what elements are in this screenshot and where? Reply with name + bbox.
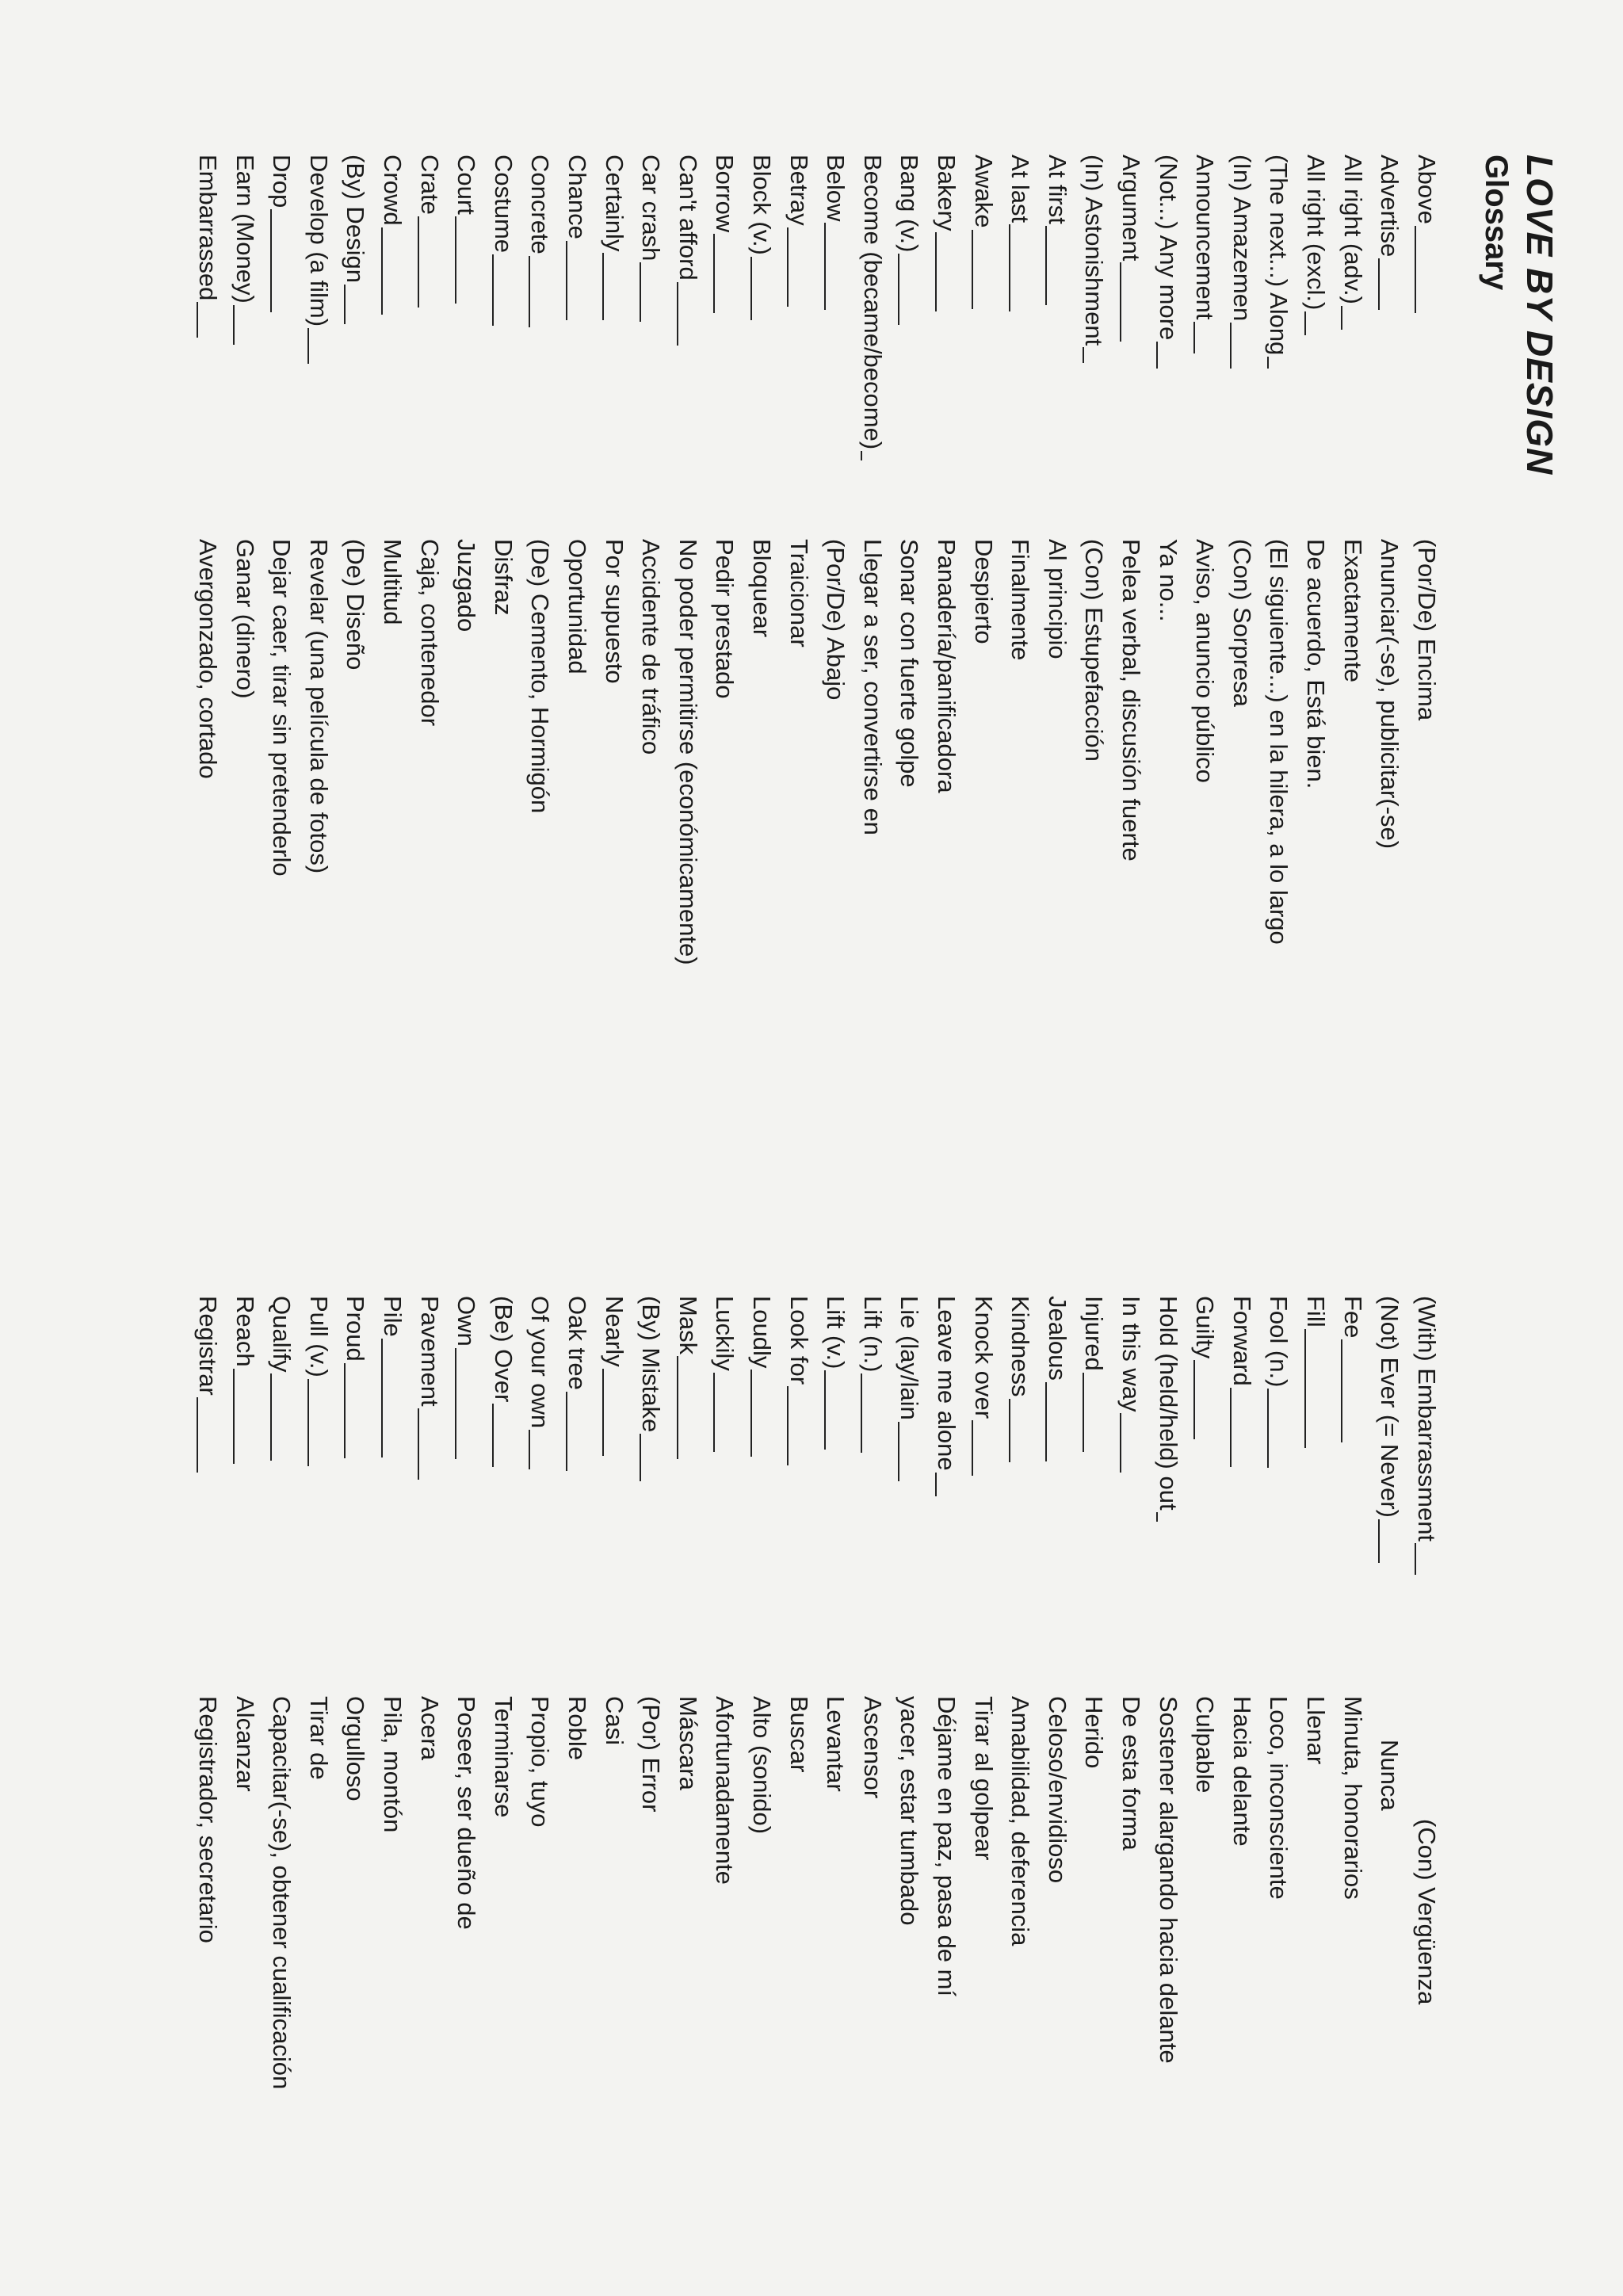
glossary-definition: Culpable xyxy=(1191,1696,1220,1794)
glossary-entry xyxy=(559,155,596,1264)
glossary-term: Injured xyxy=(1080,1296,1109,1371)
glossary-entry xyxy=(595,155,632,1264)
glossary-term: Car crash xyxy=(637,155,666,262)
glossary-entry xyxy=(374,155,411,1264)
glossary-definition: Alcanzar xyxy=(231,1696,259,1792)
glossary-definition: Casi xyxy=(600,1696,628,1746)
answer-blank-line xyxy=(197,1397,198,1473)
glossary-definition: Traicionar xyxy=(785,539,813,648)
glossary-term: Loudly xyxy=(748,1296,777,1369)
glossary-entry xyxy=(448,155,485,1264)
glossary-definition: Buscar xyxy=(785,1696,813,1773)
glossary-entry xyxy=(448,1296,485,2247)
glossary-entry xyxy=(780,1296,817,2247)
glossary-entry xyxy=(964,1296,1002,2247)
glossary-entry xyxy=(891,1296,928,2247)
glossary-term: (Be) Over xyxy=(489,1296,517,1403)
glossary-entry xyxy=(1407,1296,1445,2247)
glossary-definition: (Con) Vergüenza xyxy=(1412,1819,1441,2005)
glossary-definition: Dejar caer, tirar sin pretenderlo xyxy=(268,539,296,877)
glossary-definition: (De) Diseño xyxy=(342,539,370,670)
glossary-term: Announcement xyxy=(1191,155,1220,320)
answer-blank-line xyxy=(1304,311,1306,335)
glossary-term: Oak tree xyxy=(563,1296,592,1390)
glossary-entry xyxy=(411,155,448,1264)
glossary-entry xyxy=(1371,155,1408,1264)
glossary-entry xyxy=(817,155,854,1264)
glossary-term: Reach xyxy=(231,1296,259,1367)
glossary-entry xyxy=(263,1296,300,2247)
glossary-definition: Roble xyxy=(563,1696,592,1760)
answer-blank-line xyxy=(935,232,937,311)
glossary-term: Lift (n.) xyxy=(858,1296,887,1373)
glossary-definition: (Con) Estupefacción xyxy=(1080,539,1109,762)
answer-blank-line xyxy=(381,227,383,315)
glossary-entry xyxy=(1113,1296,1150,2247)
glossary-entry xyxy=(1075,1296,1113,2247)
glossary-definition: Herido xyxy=(1080,1696,1109,1769)
glossary-definition: Panadería/panificadora xyxy=(932,539,960,793)
glossary-definition: Juzgado xyxy=(453,539,481,632)
glossary-definition: Registrador, secretario xyxy=(194,1696,223,1943)
glossary-term: Drop xyxy=(268,155,296,208)
glossary-definition: Por supuesto xyxy=(600,539,628,684)
answer-blank-line xyxy=(787,1386,789,1465)
answer-blank-line xyxy=(1045,1382,1047,1461)
glossary-term: At last xyxy=(1006,155,1035,223)
glossary-entry xyxy=(1038,155,1075,1264)
glossary-entry xyxy=(1260,155,1297,1264)
glossary-term: Develop (a film) xyxy=(304,155,333,327)
glossary-entry xyxy=(706,1296,743,2247)
glossary-term: Fool (n.) xyxy=(1265,1296,1293,1388)
glossary-definition: Llegar a ser, convertirse en xyxy=(858,539,887,835)
glossary-definition: (Por/De) Abajo xyxy=(822,539,850,701)
glossary-entry xyxy=(300,155,338,1264)
glossary-term: Of your own xyxy=(526,1296,555,1429)
answer-blank-line xyxy=(1009,1399,1010,1462)
answer-blank-line xyxy=(824,223,826,310)
answer-blank-line xyxy=(861,451,863,460)
glossary-definition: Disfraz xyxy=(489,539,517,616)
glossary-term: Pull (v.) xyxy=(304,1296,333,1377)
glossary-definition: Finalmente xyxy=(1006,539,1035,661)
answer-blank-line xyxy=(972,230,973,309)
answer-blank-line xyxy=(602,1369,604,1456)
glossary-definition: Caja, contenedor xyxy=(415,539,444,727)
answer-blank-line xyxy=(455,216,456,304)
glossary-term: Registrar xyxy=(194,1296,223,1396)
glossary-definition: Celoso/envidioso xyxy=(1043,1696,1071,1884)
glossary-definition: Al principio xyxy=(1043,539,1071,659)
glossary-term: (In) Astonishment xyxy=(1080,155,1109,346)
glossary-term: Advertise xyxy=(1376,155,1404,258)
answer-blank-line xyxy=(529,256,530,327)
glossary-definition: (Por) Error xyxy=(637,1696,666,1813)
answer-blank-line xyxy=(640,1434,641,1481)
answer-blank-line xyxy=(1045,226,1047,305)
answer-blank-line xyxy=(640,262,641,322)
glossary-term: Forward xyxy=(1228,1296,1256,1386)
glossary-definition: Sonar con fuerte golpe xyxy=(896,539,924,788)
glossary-entry xyxy=(521,155,559,1264)
glossary-entry xyxy=(300,1296,338,2247)
glossary-term: Hold (held/held) out xyxy=(1154,1296,1182,1511)
glossary-entry xyxy=(854,1296,892,2247)
glossary-term: Below xyxy=(822,155,850,222)
glossary-term: All right (excl.) xyxy=(1301,155,1330,311)
glossary-entry xyxy=(1371,1296,1408,2247)
answer-blank-line xyxy=(418,1408,419,1480)
glossary-entry xyxy=(337,1296,374,2247)
answer-blank-line xyxy=(1230,323,1232,369)
glossary-entry xyxy=(1334,155,1371,1264)
answer-blank-line xyxy=(381,1339,383,1457)
glossary-term: Fee xyxy=(1338,1296,1367,1339)
glossary-definition: Orgulloso xyxy=(342,1696,370,1801)
glossary-definition: Afortunadamente xyxy=(711,1696,739,1885)
answer-blank-line xyxy=(602,253,604,320)
glossary-entry xyxy=(189,155,227,1264)
glossary-entry xyxy=(670,155,707,1264)
answer-blank-line xyxy=(972,1420,973,1476)
answer-blank-line xyxy=(492,254,494,326)
answer-blank-line xyxy=(1267,1389,1269,1468)
glossary-definition: Despierto xyxy=(969,539,998,644)
glossary-entry xyxy=(780,155,817,1264)
glossary-term: Argument xyxy=(1117,155,1145,262)
glossary-definition: Bloquear xyxy=(748,539,777,638)
glossary-definition: Tirar al golpear xyxy=(969,1696,998,1861)
answer-blank-line xyxy=(1120,1413,1121,1473)
glossary-entry xyxy=(1149,155,1186,1264)
answer-blank-line xyxy=(1378,1519,1380,1563)
glossary-heading: Glossary xyxy=(1479,155,1514,291)
glossary-definition: Oportunidad xyxy=(563,539,592,674)
glossary-entry xyxy=(485,1296,522,2247)
answer-blank-line xyxy=(677,282,678,346)
answer-blank-line xyxy=(1304,1329,1306,1448)
glossary-entry xyxy=(1075,155,1113,1264)
glossary-definition: No poder permitirse (económicamente) xyxy=(674,539,702,965)
glossary-definition: De acuerdo, Está bien. xyxy=(1301,539,1330,789)
glossary-entry xyxy=(1002,1296,1039,2247)
glossary-term: (Not) Ever (= Never) xyxy=(1376,1296,1404,1518)
answer-blank-line xyxy=(566,1392,567,1471)
glossary-term: Bang (v.) xyxy=(896,155,924,253)
answer-blank-line xyxy=(713,1373,715,1452)
glossary-definition: Déjame en paz, pasa de mí xyxy=(932,1696,960,1997)
glossary-definition: De esta forma xyxy=(1117,1696,1145,1851)
glossary-term: (The next...) Along xyxy=(1265,155,1293,356)
glossary-definition: Avergonzado, cortado xyxy=(194,539,223,779)
glossary-entry xyxy=(1002,155,1039,1264)
glossary-entry xyxy=(632,155,670,1264)
answer-blank-line xyxy=(1341,1339,1342,1442)
answer-blank-line xyxy=(270,209,272,312)
glossary-term: Borrow xyxy=(711,155,739,233)
glossary-definition: Máscara xyxy=(674,1696,702,1790)
answer-blank-line xyxy=(1267,357,1269,369)
answer-blank-line xyxy=(1009,224,1010,311)
glossary-entry xyxy=(226,155,263,1264)
glossary-entry xyxy=(1223,155,1260,1264)
glossary-term: Block (v.) xyxy=(748,155,777,255)
glossary-term: (In) Amazemen xyxy=(1228,155,1256,322)
glossary-term: Guilty xyxy=(1191,1296,1220,1359)
glossary-term: Chance xyxy=(563,155,592,239)
glossary-term: Bakery xyxy=(932,155,960,231)
glossary-entry xyxy=(706,155,743,1264)
glossary-term: Pavement xyxy=(415,1296,444,1407)
glossary-definition: Tirar de xyxy=(304,1696,333,1780)
answer-blank-line xyxy=(1378,258,1380,310)
answer-blank-line xyxy=(824,1370,826,1450)
glossary-entry xyxy=(263,155,300,1264)
glossary-term: Concrete xyxy=(526,155,555,254)
glossary-term: Above xyxy=(1412,155,1441,224)
answer-blank-line xyxy=(307,328,309,364)
glossary-term: In this way xyxy=(1117,1296,1145,1412)
answer-blank-line xyxy=(566,241,567,320)
answer-blank-line xyxy=(270,1373,272,1461)
glossary-entry xyxy=(928,1296,965,2247)
glossary-term: All right (adv.) xyxy=(1338,155,1367,304)
glossary-definition: Multitud xyxy=(379,539,407,625)
answer-blank-line xyxy=(898,254,899,325)
answer-blank-line xyxy=(898,1422,899,1481)
glossary-entry xyxy=(411,1296,448,2247)
glossary-definition: Minuta, honorarios xyxy=(1338,1696,1367,1900)
glossary-entry xyxy=(964,155,1002,1264)
glossary-definition: Propio, tuyo xyxy=(526,1696,555,1828)
glossary-right-column xyxy=(189,1296,1445,2247)
glossary-definition: (Por/De) Encima xyxy=(1412,539,1441,721)
glossary-term: Jealous xyxy=(1043,1296,1071,1381)
glossary-term: Pile xyxy=(379,1296,407,1337)
glossary-entry xyxy=(1297,155,1335,1264)
glossary-term: Court xyxy=(453,155,481,215)
glossary-term: Proud xyxy=(342,1296,370,1362)
glossary-left-column xyxy=(189,155,1445,1264)
glossary-entry xyxy=(1260,1296,1297,2247)
glossary-term: (With) Embarrassment xyxy=(1412,1296,1441,1542)
answer-blank-line xyxy=(750,1370,752,1457)
glossary-term: Mask xyxy=(674,1296,702,1355)
glossary-entry xyxy=(485,155,522,1264)
answer-blank-line xyxy=(1193,322,1195,353)
glossary-term: (By) Mistake xyxy=(637,1296,666,1433)
glossary-entry xyxy=(1334,1296,1371,2247)
answer-blank-line xyxy=(307,1379,309,1466)
glossary-definition: Pila, montón xyxy=(379,1696,407,1833)
answer-blank-line xyxy=(713,234,715,313)
glossary-term: Certainly xyxy=(600,155,628,252)
glossary-term: Crowd xyxy=(379,155,407,226)
glossary-definition: Pelea verbal, discusión fuerte xyxy=(1117,539,1145,861)
answer-blank-line xyxy=(344,1363,346,1458)
glossary-term: At first xyxy=(1043,155,1071,224)
glossary-term: Kindness xyxy=(1006,1296,1035,1397)
glossary-entry xyxy=(374,1296,411,2247)
answer-blank-line xyxy=(1341,306,1342,330)
glossary-term: Lie (lay/lain xyxy=(896,1296,924,1420)
glossary-entry xyxy=(226,1296,263,2247)
glossary-definition: Llenar xyxy=(1301,1696,1330,1765)
glossary-definition: (Con) Sorpresa xyxy=(1228,539,1256,707)
answer-blank-line xyxy=(529,1430,530,1469)
glossary-definition: Acera xyxy=(415,1696,444,1760)
glossary-entry xyxy=(670,1296,707,2247)
glossary-entry xyxy=(337,155,374,1264)
glossary-term: Betray xyxy=(785,155,813,226)
answer-blank-line xyxy=(1083,347,1084,363)
glossary-definition: Levantar xyxy=(822,1696,850,1792)
glossary-definition: yacer, estar tumbado xyxy=(896,1696,924,1926)
glossary-entry xyxy=(189,1296,227,2247)
glossary-definition: Ya no... xyxy=(1154,539,1182,622)
answer-blank-line xyxy=(492,1404,494,1467)
glossary-term: Can't afford xyxy=(674,155,702,281)
glossary-term: Awake xyxy=(969,155,998,228)
glossary-term: (By) Design xyxy=(342,155,370,283)
glossary-entry xyxy=(1297,1296,1335,2247)
glossary-entry xyxy=(891,155,928,1264)
glossary-term: Nearly xyxy=(600,1296,628,1367)
glossary-entry xyxy=(743,1296,781,2247)
answer-blank-line xyxy=(1230,1388,1232,1467)
glossary-entry xyxy=(817,1296,854,2247)
answer-blank-line xyxy=(344,285,346,324)
glossary-definition: Loco, inconsciente xyxy=(1265,1696,1293,1900)
glossary-entry xyxy=(1038,1296,1075,2247)
glossary-term: Look for xyxy=(785,1296,813,1385)
glossary-entry xyxy=(1113,155,1150,1264)
answer-blank-line xyxy=(418,216,419,308)
glossary-term: Knock over xyxy=(969,1296,998,1419)
glossary-entry xyxy=(595,1296,632,2247)
glossary-definition: Sostener alargando hacia delante xyxy=(1154,1696,1182,2064)
glossary-term: Fill xyxy=(1301,1296,1330,1328)
answer-blank-line xyxy=(455,1348,456,1459)
answer-blank-line xyxy=(1193,1360,1195,1439)
answer-blank-line xyxy=(677,1356,678,1459)
glossary-definition: (De) Cemento, Hormigón xyxy=(526,539,555,814)
answer-blank-line xyxy=(1415,1543,1416,1575)
glossary-term: Crate xyxy=(415,155,444,215)
glossary-definition: Ascensor xyxy=(858,1696,887,1799)
glossary-entry xyxy=(1407,155,1445,1264)
glossary-term: Become (became/become) xyxy=(858,155,887,450)
answer-blank-line xyxy=(197,302,198,338)
glossary-entry xyxy=(928,155,965,1264)
glossary-term: Own xyxy=(453,1296,481,1347)
glossary-definition: Terminarse xyxy=(489,1696,517,1818)
glossary-entry xyxy=(1186,1296,1224,2247)
glossary-definition: Pedir prestado xyxy=(711,539,739,699)
answer-blank-line xyxy=(935,1473,937,1496)
answer-blank-line xyxy=(1156,1512,1158,1522)
glossary-entry xyxy=(1186,155,1224,1264)
glossary-definition: Hacia delante xyxy=(1228,1696,1256,1847)
glossary-term: (Not...) Any more xyxy=(1154,155,1182,341)
glossary-entry xyxy=(854,155,892,1264)
glossary-term: Costume xyxy=(489,155,517,254)
glossary-definition: Poseer, ser dueño de xyxy=(453,1696,481,1930)
glossary-entry xyxy=(1149,1296,1186,2247)
answer-blank-line xyxy=(750,257,752,320)
glossary-definition: Accidente de tráfico xyxy=(637,539,666,755)
glossary-definition: Anunciar(-se), publicitar(-se) xyxy=(1376,539,1404,850)
glossary-term: Lift (v.) xyxy=(822,1296,850,1370)
glossary-term: Luckily xyxy=(711,1296,739,1371)
glossary-entry xyxy=(1223,1296,1260,2247)
glossary-term: Earn (Money) xyxy=(231,155,259,304)
glossary-definition: Aviso, anuncio público xyxy=(1191,539,1220,783)
glossary-entry xyxy=(632,1296,670,2247)
glossary-definition: Ganar (dinero) xyxy=(231,539,259,699)
glossary-definition: Capacitar(-se), obtener cualificación xyxy=(268,1696,296,2090)
glossary-definition: Nunca xyxy=(1376,1740,1404,1811)
glossary-definition: (El siguiente...) en la hilera, a lo largo xyxy=(1265,539,1293,945)
glossary-definition: Exactamente xyxy=(1338,539,1367,682)
glossary-term: Qualify xyxy=(268,1296,296,1373)
glossary-entry xyxy=(559,1296,596,2247)
glossary-term: Leave me alone xyxy=(932,1296,960,1471)
document-title: LOVE BY DESIGN xyxy=(1519,155,1560,476)
answer-blank-line xyxy=(861,1373,863,1453)
answer-blank-line xyxy=(1083,1373,1084,1452)
answer-blank-line xyxy=(1120,262,1121,342)
glossary-definition: Revelar (una película de fotos) xyxy=(304,539,333,874)
glossary-definition: Alto (sonido) xyxy=(748,1696,777,1835)
glossary-term: Embarrassed xyxy=(194,155,223,301)
answer-blank-line xyxy=(233,1369,235,1464)
answer-blank-line xyxy=(1156,342,1158,369)
answer-blank-line xyxy=(1415,226,1416,313)
glossary-definition: Amabilidad, deferencia xyxy=(1006,1696,1035,1946)
glossary-entry xyxy=(521,1296,559,2247)
answer-blank-line xyxy=(787,227,789,307)
glossary-entry xyxy=(743,155,781,1264)
answer-blank-line xyxy=(233,305,235,345)
